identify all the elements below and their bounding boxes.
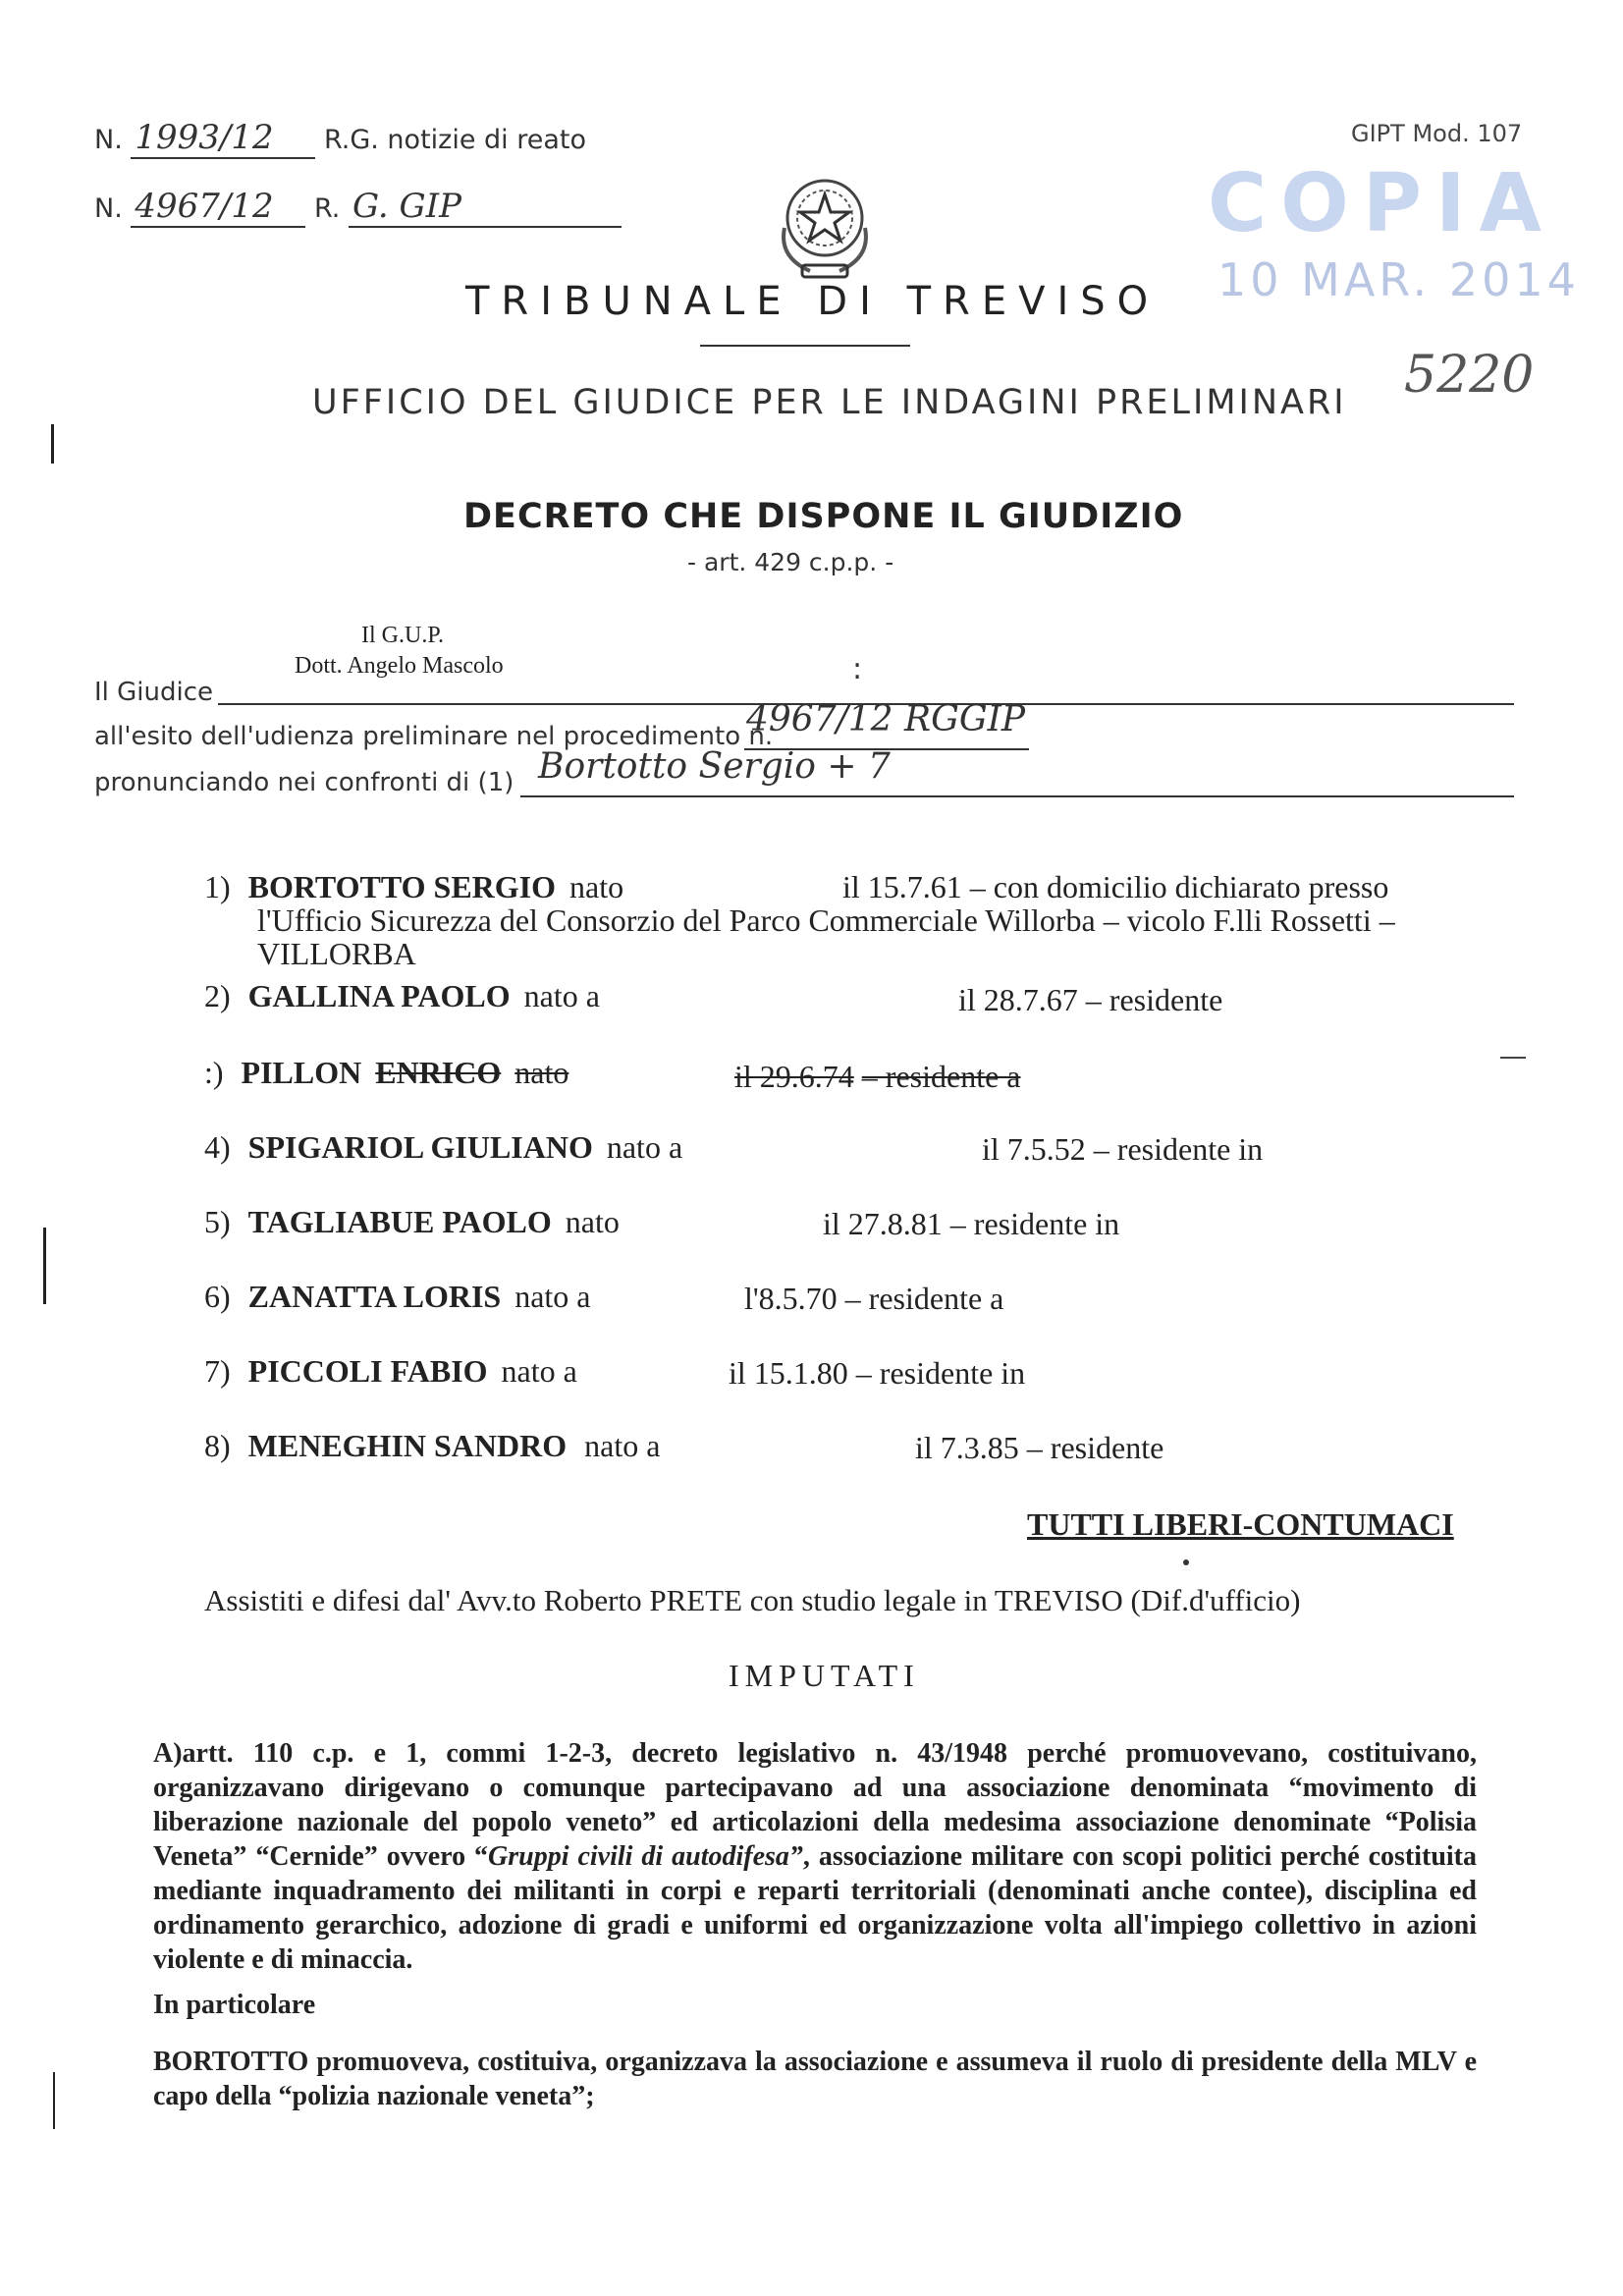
italian-republic-emblem-icon xyxy=(771,169,879,285)
defendant-name: TAGLIABUE PAOLO xyxy=(247,1204,552,1239)
defendant-number: :) xyxy=(204,1055,224,1090)
defendant-row-7 xyxy=(204,1353,577,1390)
defendant-row-1 xyxy=(204,869,623,905)
gip-suffix-handwritten: G. GIP xyxy=(349,187,622,228)
defense-counsel: Assistiti e difesi dal' Avv.to Roberto PRETE con studio legale in TREVISO (Dif.d'ufficio) xyxy=(204,1583,1301,1617)
gip-prefix: N. xyxy=(94,193,123,224)
defendant-date: il 27.8.81 xyxy=(823,1206,943,1241)
margin-dash xyxy=(1500,1057,1526,1059)
defendant-date: il 29.6.74 xyxy=(734,1059,854,1094)
defendant-birth: nato a xyxy=(606,1129,683,1165)
defendant-row-3-date xyxy=(734,1059,1020,1095)
defendant-name: ZANATTA LORIS xyxy=(247,1279,502,1314)
decree-title: DECRETO CHE DISPONE IL GIUDIZIO xyxy=(463,497,1184,536)
defendant-row-2 xyxy=(204,978,600,1014)
defendant-row-4 xyxy=(204,1129,682,1166)
defendant-residence: – residente in xyxy=(1093,1131,1264,1167)
defendant-birth: nato a xyxy=(501,1353,577,1389)
against-label: pronunciando nei confronti di (1) xyxy=(94,768,514,797)
defendant-date: il 7.5.52 xyxy=(982,1131,1086,1167)
defendant-number: 5) xyxy=(204,1204,231,1239)
judge-label: Il Giudice xyxy=(94,678,214,707)
defendant-number: 8) xyxy=(204,1428,231,1463)
date-stamp: 10 MAR. 2014 xyxy=(1217,253,1580,306)
defendant-row-8-date xyxy=(915,1430,1163,1466)
defendant-row-5 xyxy=(204,1204,620,1240)
rg-notizie-line xyxy=(94,118,586,159)
defendant-row-1-cont1: l'Ufficio Sicurezza del Consorzio del Parco Commerciale Willorba – vicolo F.lli Rossetti – xyxy=(257,902,1395,938)
defendant-birth: nato a xyxy=(523,978,600,1013)
defendant-number: 2) xyxy=(204,978,231,1013)
gip-suffix: R. xyxy=(313,193,341,224)
scan-mark xyxy=(53,2072,55,2129)
gup-stamp-line1: Il G.U.P. xyxy=(361,623,445,648)
defendant-name: BORTOTTO SERGIO xyxy=(247,869,557,904)
judge-colon: : xyxy=(852,652,863,686)
defendant-row-4-date xyxy=(982,1131,1263,1168)
gup-stamp-line2: Dott. Angelo Mascolo xyxy=(295,653,504,679)
defendant-date: l'8.5.70 xyxy=(744,1281,838,1316)
court-title-rule xyxy=(700,345,910,347)
defendant-date: il 7.3.85 xyxy=(915,1430,1019,1465)
charge-text-italic: Gruppi civili di autodifesa” xyxy=(488,1841,803,1872)
defendant-number: 6) xyxy=(204,1279,231,1314)
status-all-free-absent: TUTTI LIBERI-CONTUMACI xyxy=(1027,1506,1454,1542)
against-field-rule xyxy=(520,795,1514,797)
gip-number-handwritten: 4967/12 xyxy=(131,187,305,228)
handwritten-protocol-number: 5220 xyxy=(1404,346,1535,405)
court-title: TRIBUNALE DI TREVISO xyxy=(465,279,1161,324)
defendant-residence: – residente xyxy=(1085,982,1223,1017)
defendant-birth: nato a xyxy=(584,1428,661,1463)
defendant-number: 7) xyxy=(204,1353,231,1389)
form-code: GIPT Mod. 107 xyxy=(1351,120,1523,147)
defendant-residence: – residente in xyxy=(855,1355,1026,1391)
copia-stamp: COPIA xyxy=(1208,157,1555,250)
defendant-name: PILLON xyxy=(241,1055,362,1090)
rg-number-handwritten: 1993/12 xyxy=(131,118,315,159)
rg-gip-line xyxy=(94,187,622,228)
defendant-row-7-date xyxy=(729,1355,1025,1392)
proceeding-number-handwritten: 4967/12 RGGIP xyxy=(746,699,1026,739)
defendant-row-5-date xyxy=(823,1206,1119,1242)
defendant-residence: – residente xyxy=(1026,1430,1164,1465)
defendant-name: SPIGARIOL GIULIANO xyxy=(247,1129,593,1165)
scan-mark xyxy=(51,424,54,464)
defendant-row-8 xyxy=(204,1428,660,1464)
defendant-row-3 xyxy=(204,1055,568,1091)
defendant-date: il 15.1.80 xyxy=(729,1355,848,1391)
charge-text-2: , associazione militare con scopi politici perché costituita mediante inquadramento dei militanti in corpi e reparti territoriali (denominati anche contee), disciplina ed ordinamento gerarchico, adozione di gradi e uniformi ed organizzazione volta all'impiego collettivo in azioni violente e di minaccia. xyxy=(153,1841,1478,1975)
defendant-name: GALLINA PAOLO xyxy=(247,978,511,1013)
imputati-heading: IMPUTATI xyxy=(729,1658,920,1693)
defendant-name: PICCOLI FABIO xyxy=(247,1353,488,1389)
defendant-date: il 15.7.61 xyxy=(842,869,962,904)
defendant-residence: – con domicilio dichiarato presso xyxy=(969,869,1389,904)
scan-mark xyxy=(43,1228,46,1304)
in-particolare: In particolare xyxy=(153,1990,316,2020)
defendant-birth: nato xyxy=(514,1055,569,1090)
rg-suffix: R.G. notizie di reato xyxy=(323,125,587,155)
defendant-number: 4) xyxy=(204,1129,231,1165)
defendant-number: 1) xyxy=(204,869,231,904)
defendant-date: il 28.7.67 xyxy=(958,982,1078,1017)
ink-dot xyxy=(1183,1559,1189,1565)
defendant-birth: nato xyxy=(569,869,624,904)
defendant-residence: – residente in xyxy=(949,1206,1120,1241)
defendant-row-6-date xyxy=(744,1281,1003,1317)
office-title: UFFICIO DEL GIUDICE PER LE INDAGINI PRELIMINARI xyxy=(312,383,1347,422)
defendant-birth: nato xyxy=(565,1204,620,1239)
defendant-row-1-date xyxy=(842,869,1388,905)
defendant-row-1-cont2: VILLORBA xyxy=(257,936,416,971)
bortotto-role-paragraph: BORTOTTO promuoveva, costituiva, organizzava la associazione e assumeva il ruolo di presidente della MLV e capo della “polizia nazionale veneta”; xyxy=(153,2047,1477,2111)
against-handwritten: Bortotto Sergio + 7 xyxy=(538,746,891,787)
defendant-residence: – residente a xyxy=(861,1059,1021,1094)
defendant-row-6 xyxy=(204,1279,591,1315)
rg-prefix: N. xyxy=(94,125,123,155)
defendant-name-struck: ENRICO xyxy=(375,1055,502,1090)
proceeding-label: all'esito dell'udienza preliminare nel procedimento n. xyxy=(94,722,774,751)
defendant-residence: – residente a xyxy=(844,1281,1004,1316)
article-reference: - art. 429 c.p.p. - xyxy=(687,548,894,576)
defendant-birth: nato a xyxy=(514,1279,591,1314)
charge-text-1: A)artt. 110 c.p. e 1, commi 1-2-3, decreto legislativo n. 43/1948 perché promuovevano, costituivano, organizzavano dirigevano o comunque partecipavano ad una associazione denominata “movimento di liberazione nazionale del popolo veneto” ed articolazioni della medesima associazione denominate “Polisia Veneta” “Cernide” ovvero “ xyxy=(153,1738,1477,1872)
defendant-row-2-date xyxy=(958,982,1222,1018)
charge-paragraph xyxy=(153,1736,1477,1977)
defendant-name: MENEGHIN SANDRO xyxy=(247,1428,568,1463)
